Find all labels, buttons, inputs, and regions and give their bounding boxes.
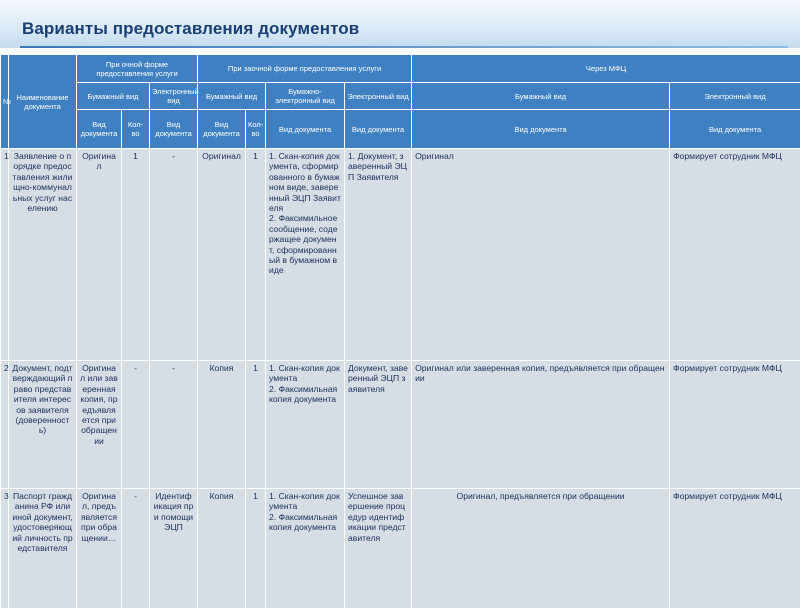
subheader-zaochn-paper: Бумажный вид: [198, 83, 266, 110]
col-header-zaochn-doc-type: Вид документа: [198, 110, 246, 149]
subheader-zaochn-electronic: Электронный вид: [345, 83, 412, 110]
zaochn-doc-type: Копия: [198, 361, 246, 489]
col-header-zaochn-qty: Кол-во: [246, 110, 266, 149]
row-num: 3: [1, 489, 9, 609]
col-header-num: №: [1, 55, 9, 149]
row-num: 1: [1, 149, 9, 361]
row-num: 2: [1, 361, 9, 489]
col-header-ochn-qty: Кол-во: [122, 110, 150, 149]
col-header-ochn-doc-type: Вид документа: [77, 110, 122, 149]
col-header-ze-doc-type: Вид документа: [345, 110, 412, 149]
zaochn-qty: 1: [246, 149, 266, 361]
group-header-ochnaya: При очной форме предоставления услуги: [77, 55, 198, 83]
group-header-mfc: Через МФЦ: [412, 55, 801, 83]
table-row: [1, 361, 801, 489]
paper-electronic-doc-type: 1. Скан-копия документа 2. Факсимильная копия документа: [266, 361, 345, 489]
ochn-qty: -: [122, 361, 150, 489]
table-row: [1, 489, 801, 609]
col-header-mfc-paper-doc-type: Вид документа: [412, 110, 670, 149]
zaochn-qty: 1: [246, 361, 266, 489]
mfc-el-doc-type: Формирует сотрудник МФЦ: [670, 489, 801, 609]
mfc-paper-doc-type: Оригинал: [412, 149, 670, 361]
doc-name: Заявление о порядке предоставления жилищно-коммунальных услуг населению: [9, 149, 77, 361]
page-title: Варианты предоставления документов: [22, 19, 360, 38]
zaochn-doc-type: Копия: [198, 489, 246, 609]
subheader-ochn-paper: Бумажный вид: [77, 83, 150, 110]
table-row: [1, 149, 801, 361]
subheader-mfc-paper: Бумажный вид: [412, 83, 670, 110]
subheader-ochn-electronic: Электронный вид: [150, 83, 198, 110]
zaochn-doc-type: Оригинал: [198, 149, 246, 361]
title-divider: [20, 46, 788, 48]
ochn-el-doc-type: -: [150, 149, 198, 361]
ochn-doc-type: Оригинал, предъявляется при обращении…: [77, 489, 122, 609]
paper-electronic-doc-type: 1. Скан-копия документа 2. Факсимильная копия документа: [266, 489, 345, 609]
ochn-doc-type: Оригинал или заверенная копия, предъявляется при обращении: [77, 361, 122, 489]
col-header-name: Наименование документа: [9, 55, 77, 149]
mfc-paper-doc-type: Оригинал или заверенная копия, предъявляется при обращении: [412, 361, 670, 489]
zaochn-el-doc-type: Документ, заверенный ЭЦП заявителя: [345, 361, 412, 489]
ochn-el-doc-type: Идентификация при помощи ЭЦП: [150, 489, 198, 609]
col-header-pe-doc-type: Вид документа: [266, 110, 345, 149]
zaochn-el-doc-type: Успешное завершение процедур идентификации представителя: [345, 489, 412, 609]
paper-electronic-doc-type: 1. Скан-копия документа, сформированного в бумажном виде, заверенный ЭЦП Заявителя 2. Факсимильное сообщение, содержащее документ, сформированный в бумажном виде: [266, 149, 345, 361]
col-header-mfc-el-doc-type: Вид документа: [670, 110, 801, 149]
mfc-el-doc-type: Формирует сотрудник МФЦ: [670, 149, 801, 361]
doc-name: Паспорт гражданина РФ или иной документ, удостоверяющий личность представителя: [9, 489, 77, 609]
ochn-qty: -: [122, 489, 150, 609]
subheader-mfc-electronic: Электронный вид: [670, 83, 801, 110]
ochn-qty: 1: [122, 149, 150, 361]
mfc-el-doc-type: Формирует сотрудник МФЦ: [670, 361, 801, 489]
zaochn-qty: 1: [246, 489, 266, 609]
documents-table: [0, 54, 801, 609]
doc-name: Документ, подтверждающий право представителя интересов заявителя (доверенность): [9, 361, 77, 489]
subheader-zaochn-paper-electronic: Бумажно-электронный вид: [266, 83, 345, 110]
zaochn-el-doc-type: 1. Документ, заверенный ЭЦП Заявителя: [345, 149, 412, 361]
col-header-ochn-el-doc-type: Вид документа: [150, 110, 198, 149]
mfc-paper-doc-type: Оригинал, предъявляется при обращении: [412, 489, 670, 609]
group-header-zaochnaya: При заочной форме предоставления услуги: [198, 55, 412, 83]
ochn-el-doc-type: -: [150, 361, 198, 489]
ochn-doc-type: Оригинал: [77, 149, 122, 361]
